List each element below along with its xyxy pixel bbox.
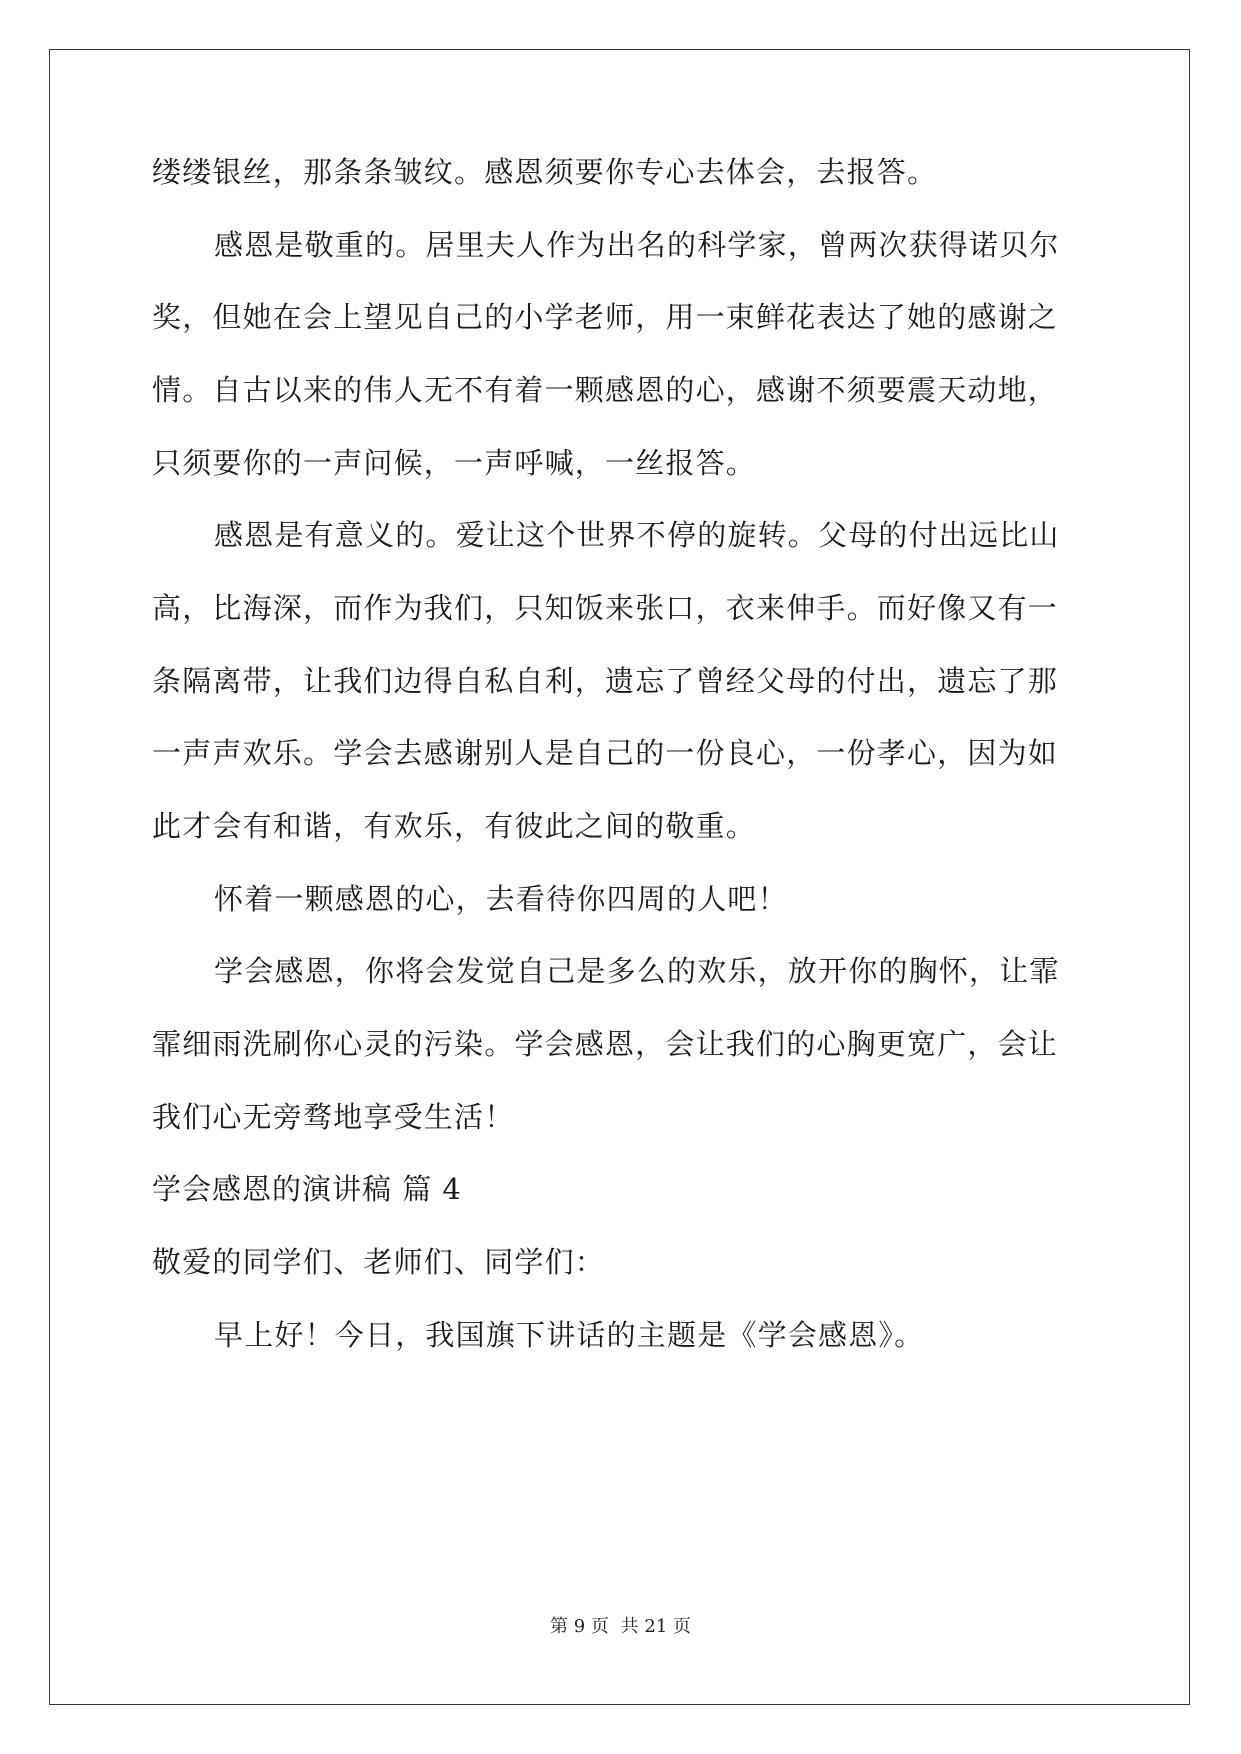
paragraph-3-line-3: 条隔离带，让我们边得自私自利，遗忘了曾经父母的付出，遗忘了那	[152, 664, 1059, 698]
page-footer	[0, 1615, 1241, 1639]
paragraph-3-line-5: 此才会有和谐，有欢乐，有彼此之间的敬重。	[152, 809, 757, 843]
page-total: 共 21 页	[620, 1616, 691, 1637]
paragraph-2-line-1: 感恩是敬重的。居里夫人作为出名的科学家，曾两次获得诺贝尔	[214, 228, 1060, 262]
paragraph-5-line-2: 霏细雨洗刷你心灵的污染。学会感恩，会让我们的心胸更宽广，会让	[152, 1027, 1059, 1061]
paragraph-3-line-2: 高，比海深，而作为我们，只知饭来张口，衣来伸手。而好像又有一	[152, 591, 1059, 625]
paragraph-5-line-3: 我们心无旁骛地享受生活！	[152, 1100, 515, 1134]
page-number: 第 9 页	[550, 1616, 609, 1637]
paragraph-2-line-4: 只须要你的一声问候，一声呼喊，一丝报答。	[152, 446, 757, 480]
paragraph-4-line-1: 怀着一颗感恩的心，去看待你四周的人吧！	[214, 882, 788, 916]
paragraph-2-line-3: 情。自古以来的伟人无不有着一颗感恩的心，感谢不须要震天动地，	[152, 373, 1059, 407]
paragraph-3-line-4: 一声声欢乐。学会去感谢别人是自己的一份良心，一份孝心，因为如	[152, 736, 1059, 770]
opening-line: 早上好！今日，我国旗下讲话的主题是《学会感恩》。	[214, 1318, 925, 1352]
paragraph-1-line-1: 缕缕银丝，那条条皱纹。感恩须要你专心去体会，去报答。	[152, 155, 938, 189]
section-title: 学会感恩的演讲稿 篇 4	[152, 1172, 462, 1206]
greeting: 敬爱的同学们、老师们、同学们：	[152, 1245, 606, 1279]
paragraph-2-line-2: 奖，但她在会上望见自己的小学老师，用一束鲜花表达了她的感谢之	[152, 300, 1059, 334]
paragraph-5-line-1: 学会感恩，你将会发觉自己是多么的欢乐，放开你的胸怀，让霏	[214, 954, 1060, 988]
paragraph-3-line-1: 感恩是有意义的。爱让这个世界不停的旋转。父母的付出远比山	[214, 518, 1060, 552]
